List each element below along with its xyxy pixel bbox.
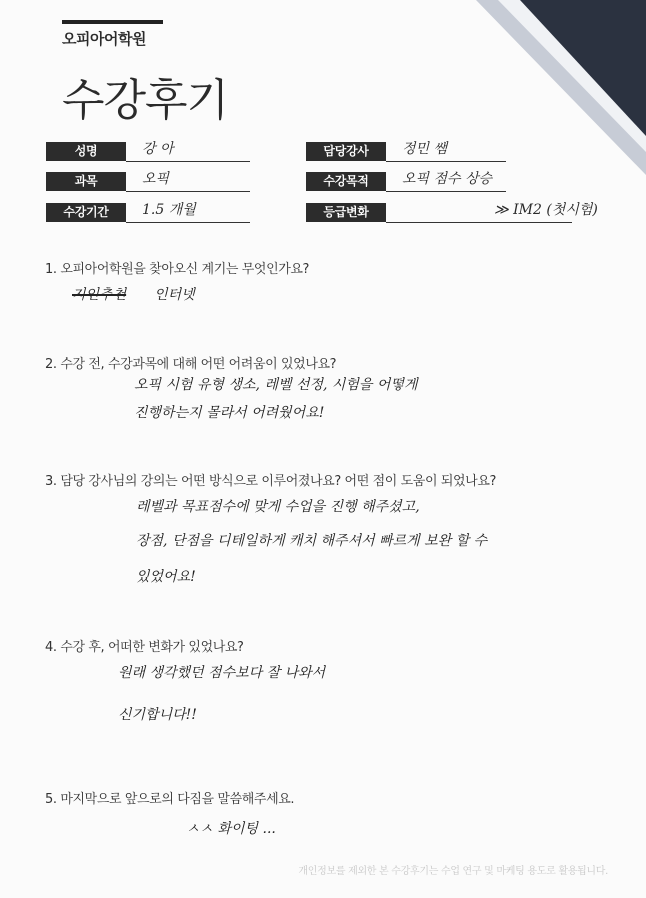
answer-1 bbox=[72, 284, 195, 304]
teacher-label: 담당강사 bbox=[306, 142, 386, 161]
grade-change-value: ≫ IM2 (첫시험) bbox=[386, 203, 572, 223]
goal-label: 수강목적 bbox=[306, 172, 386, 191]
subject-field bbox=[46, 172, 250, 192]
answer-2-line-1: 오픽 시험 유형 생소, 레벨 선정, 시험을 어떻게 bbox=[134, 377, 418, 393]
period-field bbox=[46, 203, 250, 223]
answer-3-line-2: 장점, 단점을 디테일하게 캐치 해주셔서 빠르게 보완 할 수 bbox=[136, 533, 488, 549]
grade-change-label: 등급변화 bbox=[306, 203, 386, 222]
grade-change-field bbox=[306, 202, 598, 223]
footer-notice: 개인정보를 제외한 본 수강후기는 수업 연구 및 마케팅 용도로 활용됩니다. bbox=[298, 866, 608, 877]
goal-field bbox=[306, 172, 506, 192]
teacher-field bbox=[306, 142, 506, 162]
answer-3-line-1: 레벨과 목표점수에 맞게 수업을 진행 해주셨고, bbox=[136, 499, 420, 515]
answer-1-line-1: 인터넷 bbox=[154, 287, 195, 303]
question-1: 1. 오피아어학원을 찾아오신 계기는 무엇인가요? bbox=[45, 262, 310, 277]
page-title: 수강후기 bbox=[62, 75, 229, 126]
name-label: 성명 bbox=[46, 142, 126, 161]
name-field bbox=[46, 142, 250, 162]
question-3: 3. 담당 강사님의 강의는 어떤 방식으로 이루어졌나요? 어떤 점이 도움이 되었나요? bbox=[45, 474, 496, 489]
answer-3-line-3: 있었어요! bbox=[136, 569, 196, 585]
answer-4-line-2: 신기합니다!! bbox=[118, 707, 197, 723]
name-value: 강 아 bbox=[126, 142, 250, 162]
subject-label: 과목 bbox=[46, 172, 126, 191]
answer-4-line-1: 원래 생각했던 점수보다 잘 나와서 bbox=[118, 665, 326, 681]
period-label: 수강기간 bbox=[46, 203, 126, 222]
question-5: 5. 마지막으로 앞으로의 다짐을 말씀해주세요. bbox=[45, 792, 295, 807]
question-4: 4. 수강 후, 어떠한 변화가 있었나요? bbox=[45, 640, 244, 655]
goal-value: 오픽 점수 상승 bbox=[386, 172, 506, 192]
answer-5-line-1: ㅅㅅ 화이팅 ... bbox=[186, 821, 276, 837]
question-2: 2. 수강 전, 수강과목에 대해 어떤 어려움이 있었나요? bbox=[45, 357, 337, 372]
answer-2-line-2: 진행하는지 몰라서 어려웠어요! bbox=[134, 405, 325, 421]
academy-name: 오피아어학원 bbox=[62, 20, 163, 49]
subject-value: 오픽 bbox=[126, 172, 250, 192]
answer-1-struck: 지인추천 bbox=[72, 287, 127, 303]
period-value: 1.5 개월 bbox=[126, 203, 250, 223]
teacher-value: 정민 쌤 bbox=[386, 142, 506, 162]
